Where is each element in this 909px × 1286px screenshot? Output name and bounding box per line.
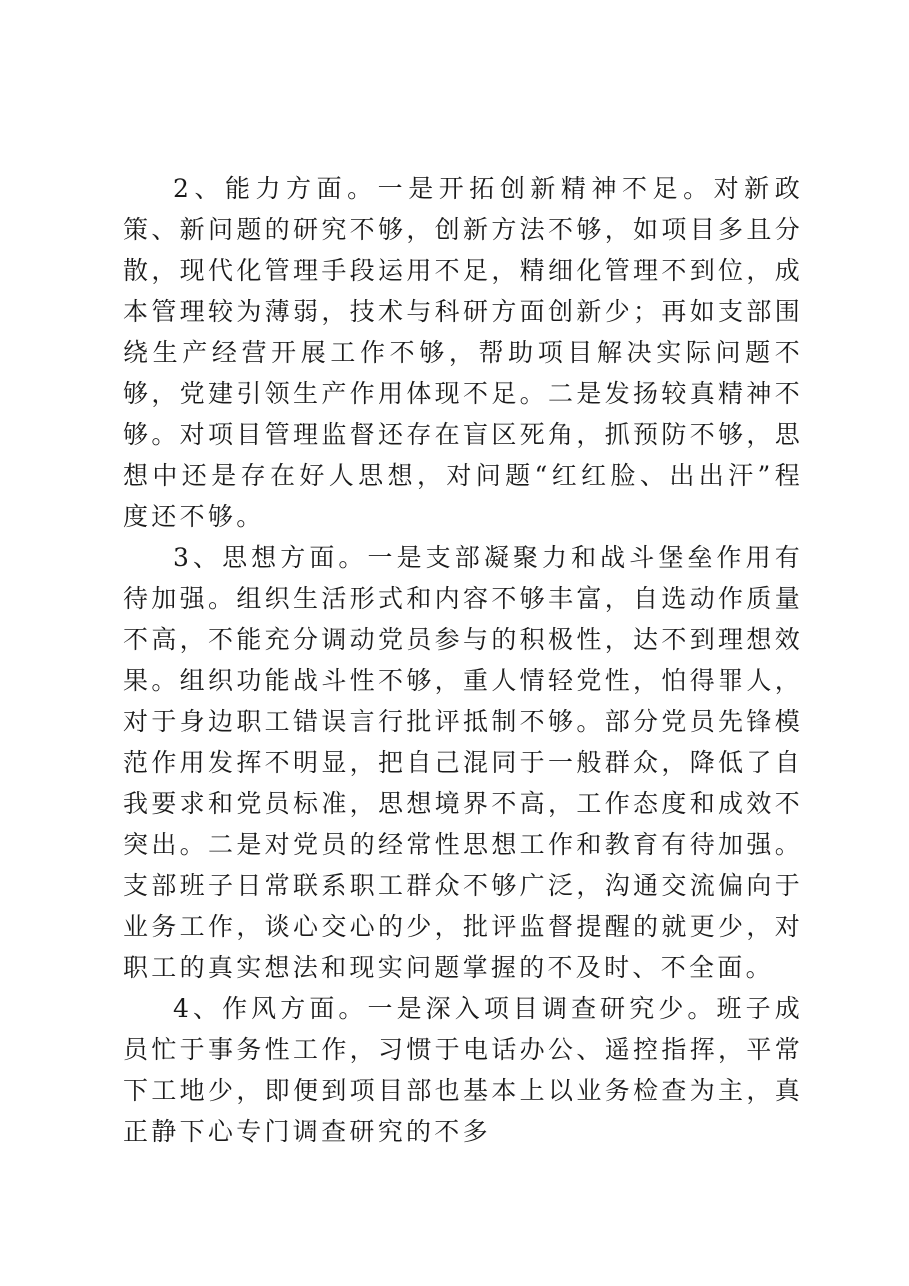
document-body [123,168,803,1152]
paragraph-ability: 2、能力方面。一是开拓创新精神不足。对新政策、新问题的研究不够，创新方法不够，如项目多且分散，现代化管理手段运用不足，精细化管理不到位，成本管理较为薄弱，技术与科研方面创新少；再如支部围绕生产经营开展工作不够，帮助项目解决实际问题不够，党建引领生产作用体现不足。二是发扬较真精神不够。对项目管理监督还存在盲区死角，抓预防不够，思想中还是存在好人思想，对问题“红红脸、出出汗”程度还不够。 [123,174,803,531]
paragraph-style: 4、作风方面。一是深入项目调查研究少。班子成员忙于事务性工作，习惯于电话办公、遥控指挥，平常下工地少，即便到项目部也基本上以业务检查为主，真正静下心专门调查研究的不多 [123,994,803,1146]
paragraph-thought: 3、思想方面。一是支部凝聚力和战斗堡垒作用有待加强。组织生活形式和内容不够丰富，自选动作质量不高，不能充分调动党员参与的积极性，达不到理想效果。组织功能战斗性不够，重人情轻党性，怕得罪人，对于身边职工错误言行批评抵制不够。部分党员先锋模范作用发挥不明显，把自己混同于一般群众，降低了自我要求和党员标准，思想境界不高，工作态度和成效不突出。二是对党员的经常性思想工作和教育有待加强。支部班子日常联系职工群众不够广泛，沟通交流偏向于业务工作，谈心交心的少，批评监督提醒的就更少，对职工的真实想法和现实问题掌握的不及时、不全面。 [123,543,803,982]
